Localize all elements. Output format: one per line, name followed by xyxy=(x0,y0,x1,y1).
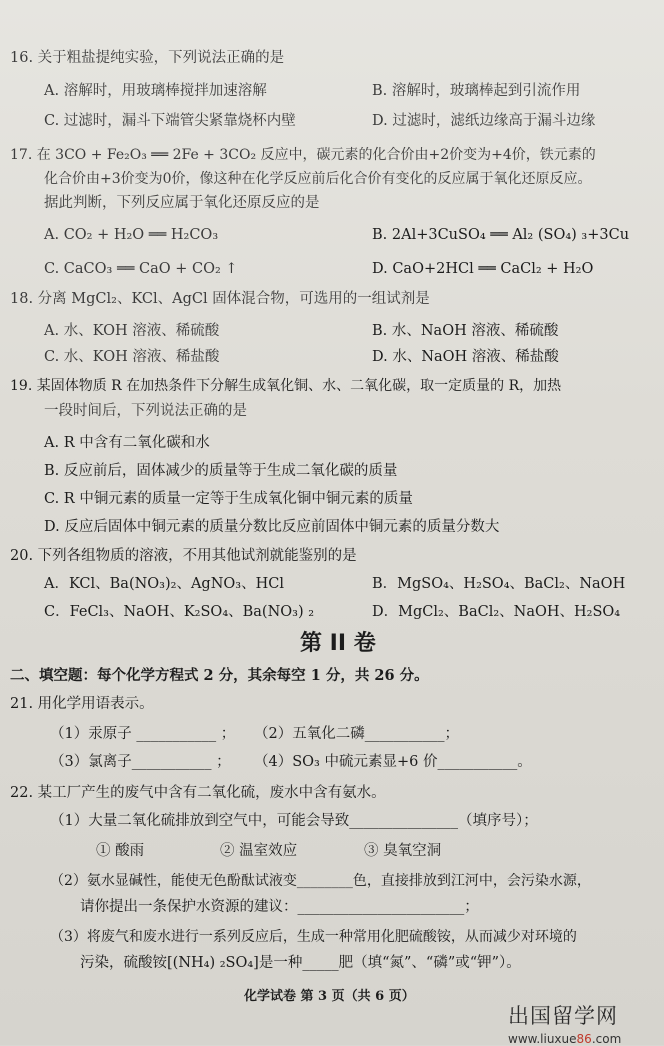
q17-option-d: D. CaO+2HCl ══ CaCl₂ + H₂O xyxy=(372,261,594,277)
question-17-stem-3: 据此判断，下列反应属于氧化还原反应的是 xyxy=(44,195,320,211)
q21-blank-2: （2）五氧化二磷___________； xyxy=(254,726,459,742)
q22-part-3-line-2: 污染，硫酸铵[(NH₄) ₂SO₄]是一种_____肥（填“氮”、“磷”或“钾”）。 xyxy=(80,955,521,971)
q22-choice-1: ① 酸雨 xyxy=(96,843,145,859)
q19-option-c: C. R 中铜元素的质量一定等于生成氧化铜中铜元素的质量 xyxy=(44,491,413,507)
question-16-stem: 16. 关于粗盐提纯实验，下列说法正确的是 xyxy=(10,50,285,66)
q18-option-c: C. 水、KOH 溶液、稀盐酸 xyxy=(44,349,220,365)
question-21-stem: 21. 用化学用语表示。 xyxy=(10,696,154,712)
question-20-stem: 20. 下列各组物质的溶液，不用其他试剂就能鉴别的是 xyxy=(10,548,357,564)
q22-part-2-line-1: （2）氨水显碱性，能使无色酚酞试液变________色，直接排放到江河中，会污染水源， xyxy=(50,873,591,889)
question-17-stem-2: 化合价由+3价变为0价，像这种在化学反应前后化合价有变化的反应属于氧化还原反应。 xyxy=(44,171,592,187)
q22-choice-3: ③ 臭氧空洞 xyxy=(364,843,442,859)
site-watermark xyxy=(508,1000,658,1046)
watermark-url xyxy=(508,1032,658,1046)
q16-option-a: A. 溶解时，用玻璃棒搅拌加速溶解 xyxy=(44,83,267,99)
watermark-url-prefix: www.liuxue xyxy=(508,1032,577,1046)
q18-option-d: D. 水、NaOH 溶液、稀盐酸 xyxy=(372,349,559,365)
q22-choice-2: ② 温室效应 xyxy=(220,843,298,859)
q19-option-b: B. 反应前后，固体减少的质量等于生成二氧化碳的质量 xyxy=(44,463,398,479)
q21-blank-3: （3）氯离子___________ ； xyxy=(50,754,231,770)
q22-part-3-line-1: （3）将废气和废水进行一系列反应后，生成一种常用化肥硫酸铵，从而减少对环境的 xyxy=(50,929,577,945)
question-19-stem-1: 19. 某固体物质 R 在加热条件下分解生成氧化铜、水、二氧化碳，取一定质量的 R，加热 xyxy=(10,378,562,394)
question-17-stem-1: 17. 在 3CO + Fe₂O₃ ══ 2Fe + 3CO₂ 反应中，碳元素的化合价由+2价变为+4价，铁元素的 xyxy=(10,147,596,163)
q20-option-c: C．FeCl₃、NaOH、K₂SO₄、Ba(NO₃) ₂ xyxy=(44,604,315,620)
q21-blank-1: （1）汞原子 ___________ ； xyxy=(50,726,236,742)
q22-part-2-line-2: 请你提出一条保护水资源的建议：_______________________； xyxy=(80,899,479,915)
q16-option-c: C. 过滤时，漏斗下端管尖紧靠烧杯内壁 xyxy=(44,113,296,129)
q17-option-a: A. CO₂ + H₂O ══ H₂CO₃ xyxy=(44,227,219,243)
q20-option-a: A．KCl、Ba(NO₃)₂、AgNO₃、HCl xyxy=(44,576,284,592)
q16-option-d: D. 过滤时，滤纸边缘高于漏斗边缘 xyxy=(372,113,596,129)
question-18-stem: 18. 分离 MgCl₂、KCl、AgCl 固体混合物，可选用的一组试剂是 xyxy=(10,291,430,307)
fill-blank-heading: 二、填空题：每个化学方程式 2 分，其余每空 1 分，共 26 分。 xyxy=(10,667,429,684)
q21-blank-4: （4）SO₃ 中硫元素显+6 价___________。 xyxy=(254,754,532,770)
q20-option-d: D．MgCl₂、BaCl₂、NaOH、H₂SO₄ xyxy=(372,604,621,620)
page-footer: 化学试卷 第 3 页（共 6 页） xyxy=(244,989,415,1004)
q18-option-a: A. 水、KOH 溶液、稀硫酸 xyxy=(44,323,220,339)
section-title: 第 II 卷 xyxy=(300,631,376,656)
q17-option-b: B. 2Al+3CuSO₄ ══ Al₂ (SO₄) ₃+3Cu xyxy=(372,227,630,243)
q16-option-b: B. 溶解时，玻璃棒起到引流作用 xyxy=(372,83,581,99)
watermark-url-num: 86 xyxy=(576,1032,592,1046)
q19-option-d: D. 反应后固体中铜元素的质量分数比反应前固体中铜元素的质量分数大 xyxy=(44,519,500,535)
q18-option-b: B. 水、NaOH 溶液、稀硫酸 xyxy=(372,323,559,339)
question-19-stem-2: 一段时间后，下列说法正确的是 xyxy=(44,403,247,419)
question-22-stem: 22. 某工厂产生的废气中含有二氧化硫，废水中含有氨水。 xyxy=(10,785,386,801)
watermark-url-suffix: .com xyxy=(591,1032,622,1046)
q19-option-a: A. R 中含有二氧化碳和水 xyxy=(44,435,210,451)
q17-option-c: C. CaCO₃ ══ CaO + CO₂ ↑ xyxy=(44,261,238,277)
q20-option-b: B．MgSO₄、H₂SO₄、BaCl₂、NaOH xyxy=(372,576,626,592)
q22-part-1: （1）大量二氧化硫排放到空气中，可能会导致_______________（填序号）； xyxy=(50,813,538,829)
watermark-name: 出国留学网 xyxy=(508,1004,618,1028)
